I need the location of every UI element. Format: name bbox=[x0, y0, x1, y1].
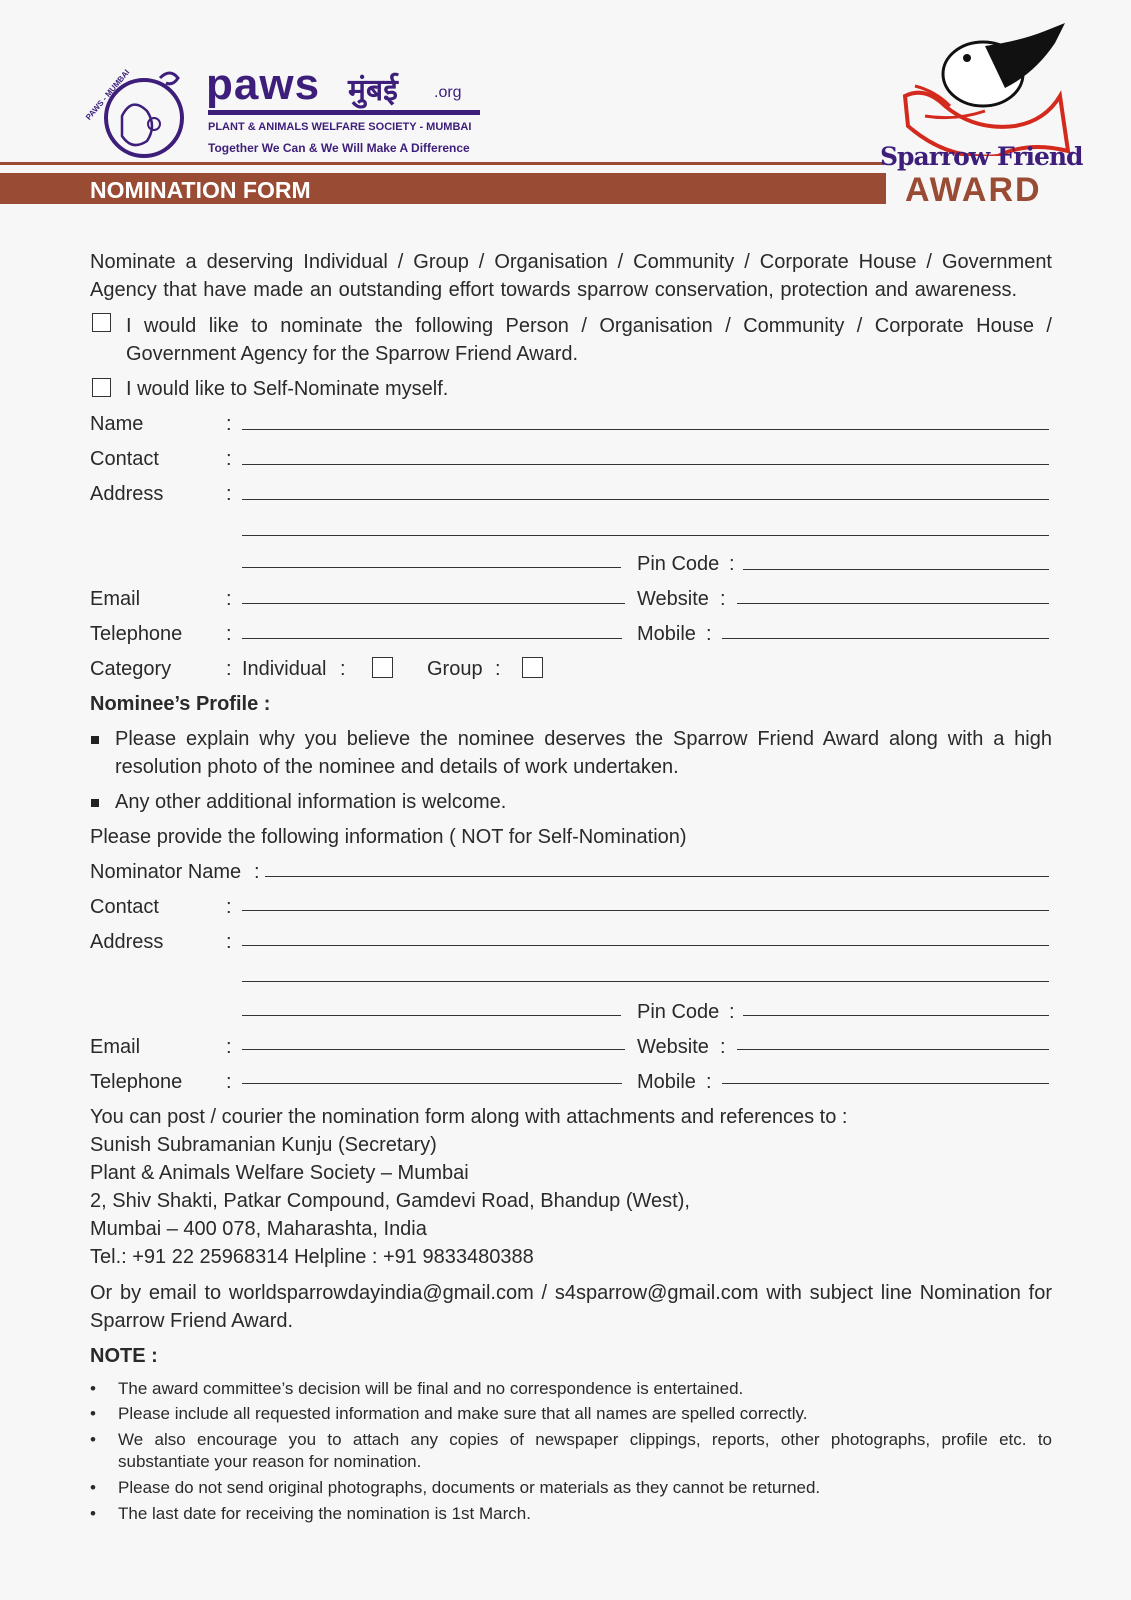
intro-line-2: Agency that have made an outstanding effort towards sparrow conservation, protection and awareness. bbox=[90, 279, 1017, 301]
org-full-name: PLANT & ANIMALS WELFARE SOCIETY - MUMBAI bbox=[208, 121, 472, 133]
bullet-icon bbox=[91, 799, 99, 807]
nominator-name-field[interactable] bbox=[265, 876, 1049, 877]
name-field[interactable] bbox=[242, 429, 1049, 430]
note-bullet-icon: • bbox=[90, 1404, 96, 1423]
nominator-pin-code-label: Pin Code bbox=[637, 1001, 720, 1023]
nominate-other-checkbox[interactable] bbox=[92, 313, 111, 332]
title-bar bbox=[0, 173, 886, 204]
nominator-address-field-3[interactable] bbox=[242, 1015, 621, 1016]
mobile-label: Mobile bbox=[637, 623, 696, 645]
tagline: Together We Can & We Will Make A Difference bbox=[208, 141, 470, 155]
note-bullet-icon: • bbox=[90, 1478, 96, 1497]
colon: : bbox=[254, 861, 260, 883]
contact-label: Contact bbox=[90, 448, 159, 470]
website-field[interactable] bbox=[737, 603, 1049, 604]
note-bullet-icon: • bbox=[90, 1379, 96, 1398]
name-label: Name bbox=[90, 413, 144, 435]
colon: : bbox=[226, 588, 232, 610]
nominator-address-field-1[interactable] bbox=[242, 945, 1049, 946]
colon: : bbox=[226, 483, 232, 505]
colon: : bbox=[729, 1001, 735, 1023]
colon: : bbox=[226, 658, 232, 680]
individual-checkbox[interactable] bbox=[372, 657, 393, 678]
pin-code-field[interactable] bbox=[743, 569, 1049, 570]
note-bullet-icon: • bbox=[90, 1430, 96, 1449]
nominator-mobile-field[interactable] bbox=[722, 1083, 1049, 1084]
category-label: Category bbox=[90, 658, 172, 680]
email-label: Email bbox=[90, 588, 141, 610]
sparrow-hand-icon bbox=[895, 16, 1095, 156]
profile-bullet-1: Please explain why you believe the nominee deserves the Sparrow Friend Award along with a high bbox=[115, 728, 1052, 750]
nominator-website-field[interactable] bbox=[737, 1049, 1049, 1050]
org-name: paws bbox=[206, 60, 321, 109]
org-name-hindi: मुंबई bbox=[348, 73, 398, 108]
nominator-address-label: Address bbox=[90, 931, 164, 953]
colon: : bbox=[226, 448, 232, 470]
self-nominate-checkbox[interactable] bbox=[92, 378, 111, 397]
note-item: Please do not send original photographs, documents or materials as they cannot be returned. bbox=[118, 1478, 821, 1497]
colon: : bbox=[706, 623, 712, 645]
group-label: Group bbox=[427, 658, 483, 680]
group-checkbox[interactable] bbox=[522, 657, 543, 678]
header-thin-rule bbox=[0, 162, 884, 165]
telephone-label: Telephone bbox=[90, 623, 183, 645]
colon: : bbox=[706, 1071, 712, 1093]
org-tld: .org bbox=[434, 84, 462, 101]
address-label: Address bbox=[90, 483, 164, 505]
nominator-email-label: Email bbox=[90, 1036, 141, 1058]
nominator-telephone-field[interactable] bbox=[242, 1083, 622, 1084]
nominator-contact-label: Contact bbox=[90, 896, 159, 918]
note-item: The last date for receiving the nomination is 1st March. bbox=[118, 1504, 531, 1523]
individual-label: Individual bbox=[242, 658, 327, 680]
address-field-2[interactable] bbox=[242, 535, 1049, 536]
nominate-other-label-2: Government Agency for the Sparrow Friend Award. bbox=[126, 343, 579, 365]
note-item: The award committee’s decision will be final and no correspondence is entertained. bbox=[118, 1379, 744, 1398]
colon: : bbox=[226, 413, 232, 435]
nominator-pin-code-field[interactable] bbox=[743, 1015, 1049, 1016]
form-title: NOMINATION FORM bbox=[90, 177, 311, 203]
colon: : bbox=[340, 658, 346, 680]
colon: : bbox=[226, 931, 232, 953]
award-word: AWARD bbox=[905, 171, 1042, 209]
note-item: Please include all requested information and make sure that all names are spelled correctly. bbox=[118, 1404, 808, 1423]
colon: : bbox=[729, 553, 735, 575]
intro-line-1: Nominate a deserving Individual / Group / Organisation / Community / Corporate House / Government bbox=[90, 251, 1052, 273]
sparrow-friend-award-logo bbox=[880, 16, 1095, 211]
postal-intro: You can post / courier the nomination form along with attachments and references to : bbox=[90, 1106, 848, 1128]
email-instructions-cont: Sparrow Friend Award. bbox=[90, 1310, 294, 1332]
colon: : bbox=[720, 588, 726, 610]
nominator-mobile-label: Mobile bbox=[637, 1071, 696, 1093]
colon: : bbox=[226, 896, 232, 918]
colon: : bbox=[226, 1071, 232, 1093]
pin-code-label: Pin Code bbox=[637, 553, 720, 575]
postal-address-1: 2, Shiv Shakti, Patkar Compound, Gamdevi Road, Bhandup (West), bbox=[90, 1190, 690, 1212]
nominator-website-label: Website bbox=[637, 1036, 709, 1058]
note-item: We also encourage you to attach any copies of newspaper clippings, reports, other photographs, profile etc. to bbox=[118, 1430, 1052, 1449]
mobile-field[interactable] bbox=[722, 638, 1049, 639]
nominator-address-field-2[interactable] bbox=[242, 981, 1049, 982]
contact-field[interactable] bbox=[242, 464, 1049, 465]
paws-emblem-icon bbox=[82, 66, 202, 162]
telephone-field[interactable] bbox=[242, 638, 622, 639]
note-bullet-icon: • bbox=[90, 1504, 96, 1523]
logo-rule bbox=[208, 110, 480, 115]
nominator-email-field[interactable] bbox=[242, 1049, 625, 1050]
award-name: Sparrow Friend bbox=[880, 142, 1083, 171]
postal-recipient: Sunish Subramanian Kunju (Secretary) bbox=[90, 1134, 437, 1156]
profile-bullet-1-cont: resolution photo of the nominee and details of work undertaken. bbox=[115, 756, 679, 778]
nominator-intro: Please provide the following information ( NOT for Self-Nomination) bbox=[90, 826, 687, 848]
note-item-cont: substantiate your reason for nomination. bbox=[118, 1452, 422, 1471]
postal-org: Plant & Animals Welfare Society – Mumbai bbox=[90, 1162, 469, 1184]
profile-bullet-2: Any other additional information is welcome. bbox=[115, 791, 507, 813]
paws-logo bbox=[82, 60, 482, 162]
colon: : bbox=[226, 623, 232, 645]
nominator-name-label: Nominator Name bbox=[90, 861, 242, 883]
colon: : bbox=[495, 658, 501, 680]
note-heading: NOTE : bbox=[90, 1345, 158, 1367]
address-field-3[interactable] bbox=[242, 567, 621, 568]
postal-address-2: Mumbai – 400 078, Maharashta, India bbox=[90, 1218, 427, 1240]
postal-phone: Tel.: +91 22 25968314 Helpline : +91 9833480388 bbox=[90, 1246, 534, 1268]
address-field-1[interactable] bbox=[242, 499, 1049, 500]
email-instructions: Or by email to worldsparrowdayindia@gmail.com / s4sparrow@gmail.com with subject line Nomination for bbox=[90, 1282, 1052, 1304]
logo-ring-text: PAWS - MUMBAI bbox=[84, 67, 132, 122]
nominate-other-label: I would like to nominate the following Person / Organisation / Community / Corporate House / bbox=[126, 315, 1052, 337]
email-field[interactable] bbox=[242, 603, 625, 604]
nominator-telephone-label: Telephone bbox=[90, 1071, 183, 1093]
colon: : bbox=[720, 1036, 726, 1058]
nominator-contact-field[interactable] bbox=[242, 910, 1049, 911]
colon: : bbox=[226, 1036, 232, 1058]
bullet-icon bbox=[91, 736, 99, 744]
nominee-profile-heading: Nominee’s Profile : bbox=[90, 693, 271, 715]
self-nominate-label: I would like to Self-Nominate myself. bbox=[126, 378, 449, 400]
website-label: Website bbox=[637, 588, 709, 610]
